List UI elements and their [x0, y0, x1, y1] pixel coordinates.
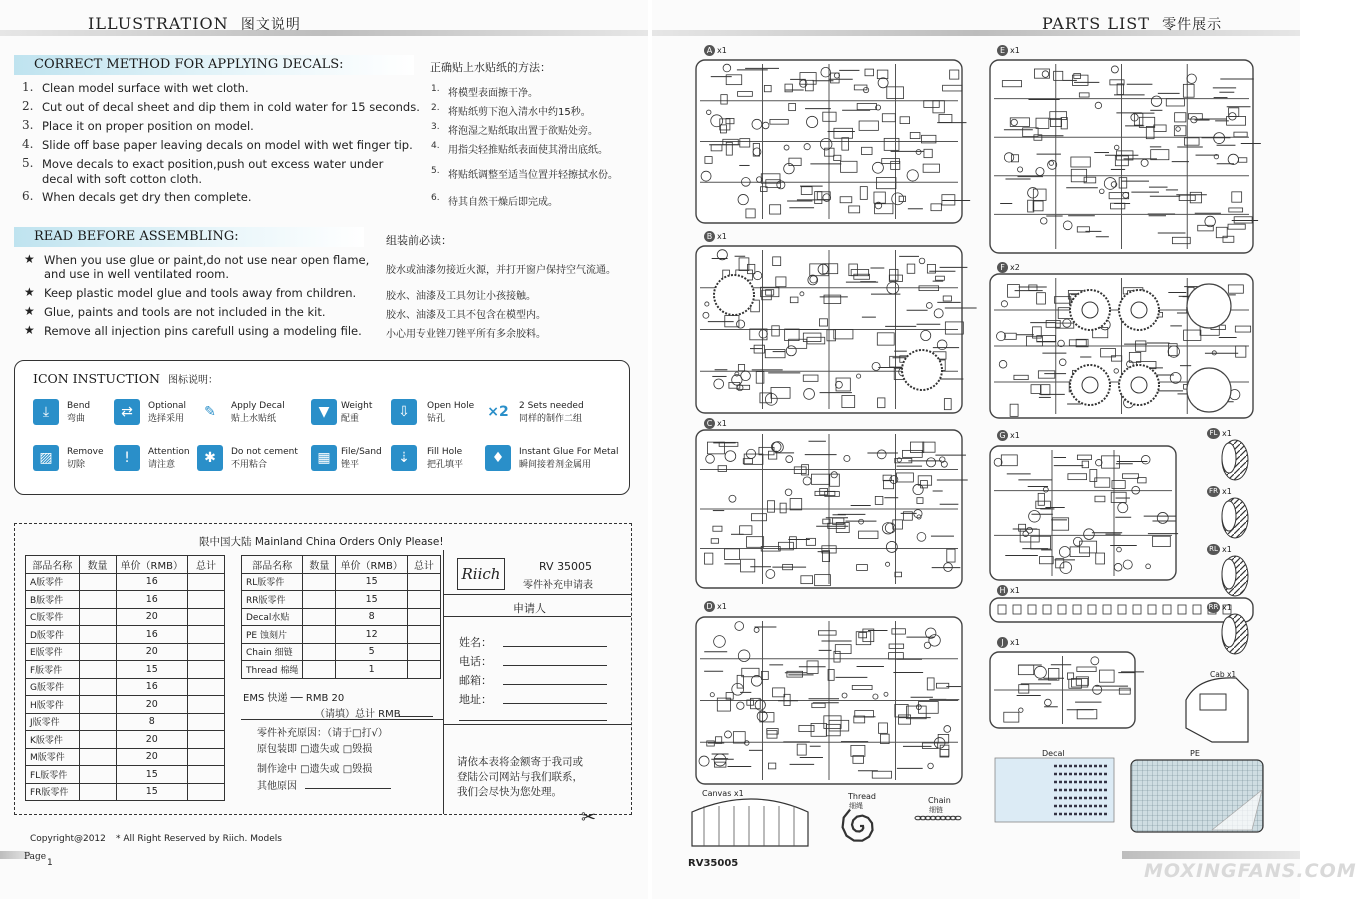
form-note-line: 请依本表将金额寄于我司或	[457, 756, 583, 768]
decal-step-number-cn: 1.	[431, 84, 440, 94]
scissors-icon: ✂	[581, 807, 597, 828]
part-name-cell: G版零件	[26, 678, 80, 696]
reason-other-blank[interactable]	[305, 788, 391, 789]
tire-quantity: x1	[1222, 487, 1232, 496]
icon-label: Fill Hole	[427, 447, 463, 457]
price-cell: 16	[116, 626, 187, 644]
riich-logo: Riich	[457, 558, 505, 590]
decal-step-text: When decals get dry then complete.	[42, 190, 252, 204]
tire-letter-badge: FR	[1207, 486, 1220, 497]
table-row	[26, 608, 225, 626]
price-cell: 8	[116, 713, 187, 731]
fill-hole-icon: ⇣	[391, 445, 417, 471]
total-cell[interactable]	[188, 731, 225, 749]
decal-step-text: Slide off base paper leaving decals on model with wet finger tip.	[42, 138, 413, 152]
form-field-blank[interactable]	[503, 703, 607, 704]
price-cell: 16	[116, 591, 187, 609]
icon-label-cn: 选择采用	[148, 414, 185, 424]
price-cell: 20	[116, 696, 187, 714]
sprue-letter-badge: A	[704, 45, 715, 56]
sprue-letter-badge: F	[997, 262, 1008, 273]
part-name-cell: FL版零件	[26, 766, 80, 784]
form-title: 零件补充申请表	[523, 580, 593, 591]
footer-bar-right	[1122, 851, 1300, 859]
page-label: Page	[24, 852, 47, 862]
order-table-header	[26, 556, 225, 574]
total-cell[interactable]	[188, 783, 225, 801]
before-item: Remove all injection pins carefull using a modeling file.	[44, 324, 362, 338]
sprue-quantity: x1	[1010, 46, 1020, 55]
cab-label: Cab x1	[1210, 670, 1237, 679]
ems-line: EMS 快递 ── RMB 20	[243, 693, 345, 704]
order-header-cell: 部品名称	[26, 556, 80, 574]
form-field-blank[interactable]	[503, 684, 607, 685]
quantity-cell[interactable]	[79, 573, 116, 591]
icon-box-title: ICON INSTUCTION 图标说明：	[33, 371, 218, 386]
total-cell[interactable]	[188, 678, 225, 696]
wheel-part	[902, 350, 942, 390]
quantity-cell[interactable]	[303, 591, 336, 609]
order-table-right	[241, 555, 441, 679]
part-name-cell: Thread 棉绳	[242, 661, 303, 679]
table-row	[26, 626, 225, 644]
order-form	[14, 523, 632, 828]
wheel-part	[714, 275, 754, 315]
chain-label: Chain	[928, 796, 951, 805]
price-cell: 12	[336, 626, 407, 644]
quantity-cell[interactable]	[79, 783, 116, 801]
form-field-label: 邮箱：	[459, 674, 492, 687]
quantity-cell[interactable]	[79, 713, 116, 731]
price-cell: 15	[336, 591, 407, 609]
rights: * All Right Reserved by Riich. Models	[116, 834, 282, 844]
total-cell[interactable]	[188, 661, 225, 679]
decal-step-text-continued: decal with soft cotton cloth.	[42, 172, 203, 186]
decal-label: Decal	[1042, 749, 1065, 758]
decal-step-text: Move decals to exact position,push out excess water under	[42, 157, 384, 171]
icon-label-cn: 不用粘合	[231, 460, 268, 470]
price-cell: 15	[116, 661, 187, 679]
table-row	[26, 713, 225, 731]
part-name-cell: B版零件	[26, 591, 80, 609]
watermark: MOXINGFANS.COM	[1144, 860, 1357, 882]
quantity-cell[interactable]	[303, 626, 336, 644]
sprue-letter-badge: H	[997, 585, 1008, 596]
icon-label: Bend	[67, 401, 91, 411]
icon-label: Do not cement	[231, 447, 298, 457]
decal-step-text: Place it on proper position on model.	[42, 119, 254, 133]
form-divider-3	[443, 724, 631, 725]
price-cell: 15	[116, 766, 187, 784]
order-header-cell: 总计	[188, 556, 225, 574]
disc-part	[1187, 284, 1231, 328]
icon-label-cn: 把孔填平	[427, 460, 464, 470]
remove-icon: ▨	[33, 445, 59, 471]
order-divider	[241, 719, 443, 720]
decal-step-text: Clean model surface with wet cloth.	[42, 81, 249, 95]
thread-coil	[843, 810, 873, 841]
form-field-blank[interactable]	[503, 646, 607, 647]
decal-step-text-cn: 将模型表面擦干净。	[448, 88, 538, 99]
icon-label: Weight	[341, 401, 373, 411]
table-row	[26, 591, 225, 609]
quantity-cell[interactable]	[79, 591, 116, 609]
order-header-cell: 数量	[79, 556, 116, 574]
table-row	[26, 643, 225, 661]
price-cell: 1	[336, 661, 407, 679]
copyright: Copyright@2012	[30, 834, 106, 844]
table-row	[26, 731, 225, 749]
table-row	[242, 626, 441, 644]
part-name-cell: RR版零件	[242, 591, 303, 609]
icon-label: Apply Decal	[231, 401, 285, 411]
decal-step-number-cn: 3.	[431, 122, 440, 132]
sprue-letter-badge: D	[704, 601, 715, 612]
x2-icon: ×2	[485, 399, 511, 425]
form-field-label: 地址：	[459, 693, 492, 706]
quantity-cell[interactable]	[79, 643, 116, 661]
part-name-cell: C版零件	[26, 608, 80, 626]
price-cell: 15	[336, 573, 407, 591]
sprue-quantity: x1	[1010, 431, 1020, 440]
order-header-cell: 单价（RMB）	[336, 556, 407, 574]
table-row	[26, 661, 225, 679]
decal-section-title: CORRECT METHOD FOR APPLYING DECALS:	[34, 57, 344, 72]
sprue-quantity: x1	[1010, 586, 1020, 595]
total-cell[interactable]	[188, 748, 225, 766]
quantity-cell[interactable]	[303, 643, 336, 661]
decal-step-number: 3.	[22, 118, 34, 132]
tire-inner	[1222, 559, 1236, 589]
part-name-cell: A版零件	[26, 573, 80, 591]
quantity-cell[interactable]	[79, 731, 116, 749]
file-icon: ▦	[311, 445, 337, 471]
table-row	[26, 748, 225, 766]
total-cell[interactable]	[188, 608, 225, 626]
tire-quantity: x1	[1222, 429, 1232, 438]
thread-label: Thread	[848, 792, 876, 801]
quantity-cell[interactable]	[79, 696, 116, 714]
part-name-cell: FR版零件	[26, 783, 80, 801]
before-section-title-cn: 组装前必读：	[386, 234, 452, 247]
part-name-cell: E版零件	[26, 643, 80, 661]
sprue-letter-badge: B	[704, 231, 715, 242]
decal-step-number-cn: 2.	[431, 103, 440, 113]
decal-step-number: 4.	[22, 137, 34, 151]
table-row	[242, 591, 441, 609]
decal-step-text-cn: 将贴纸剪下泡入清水中约15秒。	[448, 107, 591, 118]
icon-label-cn: 锉平	[341, 460, 360, 470]
quantity-cell[interactable]	[303, 573, 336, 591]
decal-step-number-cn: 5.	[431, 166, 440, 176]
price-cell: 20	[116, 643, 187, 661]
table-row	[26, 696, 225, 714]
before-item: Keep plastic model glue and tools away from children.	[44, 286, 357, 300]
part-name-cell: Chain 细链	[242, 643, 303, 661]
part-name-cell: M版零件	[26, 748, 80, 766]
quantity-cell[interactable]	[79, 608, 116, 626]
part-name-cell: J版零件	[26, 713, 80, 731]
icon-label: Attention	[148, 447, 190, 457]
total-cell[interactable]	[407, 661, 440, 679]
before-item-cn: 小心用专业锉刀锉平所有多余胶料。	[386, 329, 546, 340]
icon-label-cn: 请注意	[148, 460, 176, 470]
price-cell: 15	[116, 783, 187, 801]
price-cell: 20	[116, 608, 187, 626]
total-cell[interactable]	[407, 626, 440, 644]
total-blank[interactable]	[399, 716, 433, 717]
form-field-label: 姓名：	[459, 636, 492, 649]
before-item: When you use glue or paint,do not use near open flame,	[44, 253, 370, 267]
form-divider	[443, 594, 631, 595]
part-name-cell: D版零件	[26, 626, 80, 644]
order-header-cell: 单价（RMB）	[116, 556, 187, 574]
decal-step-number-cn: 6.	[431, 193, 440, 203]
quantity-cell[interactable]	[303, 661, 336, 679]
page-number: 1	[47, 858, 53, 868]
decal-step-text-cn: 将泡湿之贴纸取出置于欲贴处旁。	[448, 126, 598, 137]
decal-step-text: Cut out of decal sheet and dip them in cold water for 15 seconds.	[42, 100, 420, 114]
decal-step-text-cn: 待其自然干燥后即完成。	[448, 197, 558, 208]
parts-list-title: PARTS LIST 零件展示	[1042, 14, 1223, 33]
table-row	[242, 608, 441, 626]
tire-letter-badge: RL	[1207, 544, 1220, 555]
glue-icon: ♦	[485, 445, 511, 471]
total-cell[interactable]	[407, 591, 440, 609]
tire-inner	[1222, 501, 1236, 531]
decal-step-number: 2.	[22, 99, 34, 113]
sprue-letter-badge: J	[997, 637, 1008, 648]
total-line: （请填）总计 RMB	[315, 709, 401, 720]
order-header-cell: 数量	[303, 556, 336, 574]
tire-letter-badge: RR	[1208, 603, 1219, 611]
table-row	[26, 573, 225, 591]
tire-quantity: x1	[1222, 603, 1232, 612]
sprue-letter-badge: E	[997, 45, 1008, 56]
part-name-cell: F版零件	[26, 661, 80, 679]
before-section-title: READ BEFORE ASSEMBLING:	[34, 229, 239, 244]
tire-quantity: x1	[1222, 545, 1232, 554]
sprue-quantity: x1	[717, 419, 727, 428]
before-item-cn: 胶水、油漆及工具勿让小孩接触。	[386, 291, 536, 302]
wheel-part	[1070, 290, 1110, 330]
form-field-blank[interactable]	[503, 665, 607, 666]
icon-label-cn: 钻孔	[427, 414, 446, 424]
drill-icon: ⇩	[391, 399, 417, 425]
applicant-label: 申请人	[513, 602, 546, 615]
star-bullet-icon: ★	[24, 323, 35, 337]
quantity-cell[interactable]	[303, 608, 336, 626]
form-note-line: 登陆公司网站与我们联系，	[457, 771, 583, 783]
icon-label: File/Sand	[341, 447, 382, 457]
price-cell: 16	[116, 573, 187, 591]
icon-label-cn: 贴上水贴纸	[231, 414, 277, 424]
pe-label: PE	[1190, 749, 1200, 758]
decal-step-number: 1.	[22, 80, 34, 94]
reason-other: 其他原因	[257, 781, 297, 792]
weight-icon: ▼	[311, 399, 337, 425]
total-cell[interactable]	[188, 573, 225, 591]
parts-diagram	[652, 0, 1300, 899]
quantity-cell[interactable]	[79, 661, 116, 679]
part-name-cell: RL版零件	[242, 573, 303, 591]
icon-label-cn: 弯曲	[67, 414, 86, 424]
form-note-line: 我们会尽快为您处理。	[457, 786, 562, 798]
quantity-cell[interactable]	[79, 766, 116, 784]
order-table-header	[242, 556, 441, 574]
part-name-cell: H版零件	[26, 696, 80, 714]
quantity-cell[interactable]	[79, 748, 116, 766]
form-field-blank-extra[interactable]	[459, 720, 607, 721]
table-row	[26, 783, 225, 801]
no-cement-icon: ✱	[197, 445, 223, 471]
total-cell[interactable]	[407, 573, 440, 591]
decal-section-title-cn: 正确贴上水贴纸的方法：	[430, 61, 551, 74]
left-page	[0, 0, 648, 899]
sprue-quantity: x1	[717, 232, 727, 241]
order-table-left	[25, 555, 225, 801]
before-item-cn: 胶水或油漆勿接近火源，并打开窗户保持空气流通。	[386, 265, 616, 276]
total-cell[interactable]	[407, 608, 440, 626]
decal-step-number: 6.	[22, 189, 34, 203]
table-row	[26, 766, 225, 784]
tire-inner	[1222, 617, 1236, 647]
wheel-part	[1119, 365, 1159, 405]
icon-label-cn: 配重	[341, 414, 360, 424]
icon-label-cn: 同样的制作二组	[519, 414, 583, 424]
bend-icon: ⤓	[33, 399, 59, 425]
canvas-part	[692, 799, 808, 846]
decal-step-number: 5.	[22, 156, 34, 170]
icon-label-cn: 瞬间接着剂金属用	[519, 460, 592, 470]
quantity-cell[interactable]	[79, 626, 116, 644]
sprue-quantity: x1	[717, 602, 727, 611]
sprue-quantity: x2	[1010, 263, 1020, 272]
disc-part	[1187, 368, 1231, 412]
icon-label: Remove	[67, 447, 104, 457]
decal-step-text-cn: 用指尖轻推贴纸表面使其滑出底纸。	[448, 145, 608, 156]
total-cell[interactable]	[188, 696, 225, 714]
price-cell: 20	[116, 748, 187, 766]
canvas-label: Canvas x1	[702, 789, 744, 798]
total-cell[interactable]	[407, 643, 440, 661]
total-cell[interactable]	[188, 643, 225, 661]
icon-label: 2 Sets needed	[519, 401, 584, 411]
tire-letter-badge: FL	[1207, 428, 1220, 439]
before-item-continued: and use in well ventilated room.	[44, 267, 230, 281]
attention-icon: !	[114, 445, 140, 471]
wheel-part	[1119, 290, 1159, 330]
icon-label: Instant Glue For Metal	[519, 447, 619, 457]
star-bullet-icon: ★	[24, 252, 35, 266]
reason-original: 原包装即 □遗失或 □毁损	[257, 744, 373, 755]
wheel-part	[1070, 365, 1110, 405]
form-field-label: 电话：	[459, 655, 492, 668]
sprue-quantity: x1	[717, 46, 727, 55]
star-bullet-icon: ★	[24, 285, 35, 299]
part-name-cell: PE 蚀刻片	[242, 626, 303, 644]
decal-step-number-cn: 4.	[431, 141, 440, 151]
order-header-cell: 部品名称	[242, 556, 303, 574]
price-cell: 5	[336, 643, 407, 661]
optional-icon: ⇄	[114, 399, 140, 425]
table-row	[242, 643, 441, 661]
total-cell[interactable]	[188, 713, 225, 731]
right-page	[652, 0, 1357, 899]
sprue-letter-badge: G	[997, 430, 1008, 441]
price-cell: 20	[116, 731, 187, 749]
tire-inner	[1222, 443, 1236, 473]
total-cell[interactable]	[188, 766, 225, 784]
icon-label: Open Hole	[427, 401, 475, 411]
price-cell: 8	[336, 608, 407, 626]
icon-label-cn: 切除	[67, 460, 86, 470]
icon-instruction-box	[14, 360, 630, 495]
part-name-cell: Decal水贴	[242, 608, 303, 626]
total-cell[interactable]	[188, 591, 225, 609]
part-name-cell: K版零件	[26, 731, 80, 749]
thread-label-cn: 细绳	[849, 802, 863, 810]
form-divider-2	[443, 616, 631, 617]
icon-label: Optional	[148, 401, 187, 411]
product-code: RV35005	[688, 858, 739, 869]
reason-title: 零件补充原因：（请于□打√）	[257, 728, 388, 739]
table-row	[242, 573, 441, 591]
before-item: Glue, paints and tools are not included in the kit.	[44, 305, 326, 319]
order-header-cell: 总计	[407, 556, 440, 574]
chain-label-cn: 细链	[929, 806, 943, 814]
before-item-cn: 胶水、油漆及工具不包含在模型内。	[386, 310, 546, 321]
order-title: 限中国大陆 Mainland China Orders Only Please!	[199, 536, 444, 548]
form-code: RV 35005	[539, 560, 593, 573]
reason-during: 制作途中 □遗失或 □毁损	[257, 764, 373, 775]
sprue-quantity: x1	[1010, 638, 1020, 647]
decal-icon: ✎	[197, 399, 223, 425]
price-cell: 16	[116, 678, 187, 696]
decal-step-text-cn: 将贴纸调整至适当位置并轻擦拭水份。	[448, 170, 618, 181]
sprue-frame	[990, 446, 1176, 580]
page-title: ILLUSTRATION 图文说明	[88, 14, 301, 33]
sprue-letter-badge: C	[704, 418, 715, 429]
quantity-cell[interactable]	[79, 678, 116, 696]
table-row	[26, 678, 225, 696]
total-cell[interactable]	[188, 626, 225, 644]
table-row	[242, 661, 441, 679]
star-bullet-icon: ★	[24, 304, 35, 318]
